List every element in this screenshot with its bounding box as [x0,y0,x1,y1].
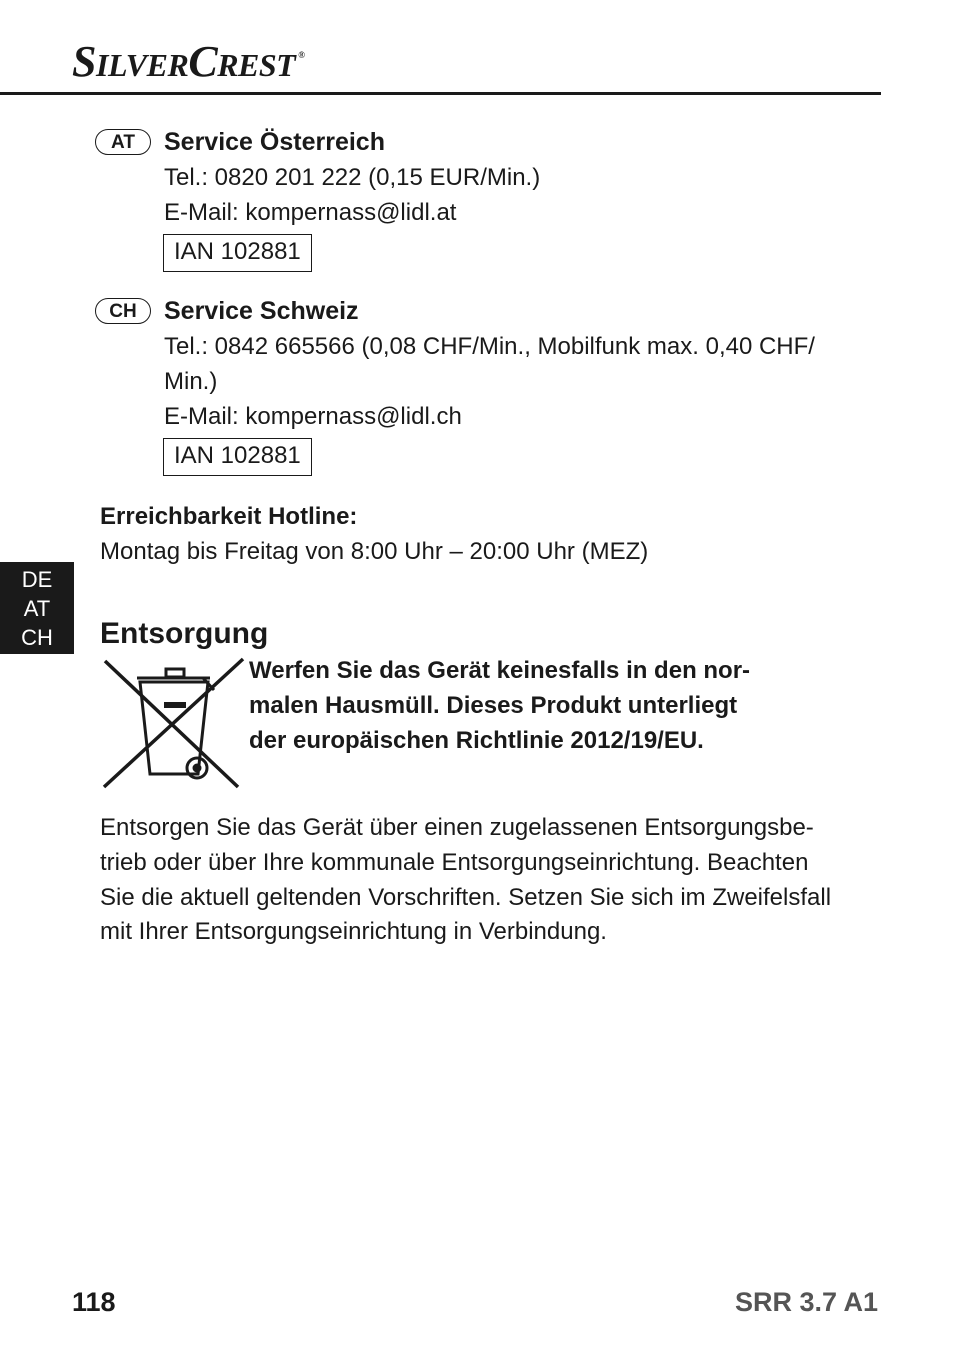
service-ch-phone-line1: Tel.: 0842 665566 (0,08 CHF/Min., Mobilfunk max. 0,40 CHF/ [164,333,815,360]
service-ch-phone-line2: Min.) [164,368,218,395]
side-tab-ch: CH [21,624,53,650]
service-ch-email: E-Mail: kompernass@lidl.ch [164,403,462,430]
service-at-title: Service Österreich [164,128,385,156]
disposal-warning-line-2: malen Hausmüll. Dieses Produkt unterliegt [249,692,738,719]
service-at-email: E-Mail: kompernass@lidl.at [164,199,457,226]
service-ch-ian-box: IAN 102881 [163,438,312,476]
side-tab-at: AT [23,595,51,621]
language-side-tab [0,562,74,654]
service-at-ian-box: IAN 102881 [163,234,312,272]
disposal-warning-line-1: Werfen Sie das Gerät keinesfalls in den nor- [249,657,751,684]
disposal-title: Entsorgung [100,617,269,650]
disposal-body-line-1: Entsorgen Sie das Gerät über einen zugelassenen Entsorgungsbe- [100,814,814,841]
disposal-body-line-4: mit Ihrer Entsorgungseinrichtung in Verbindung. [100,918,607,945]
service-at-phone: Tel.: 0820 201 222 (0,15 EUR/Min.) [164,164,541,191]
header-rule [0,92,881,95]
side-tab-de: DE [21,566,53,592]
crossed-out-wheelie-bin-icon [100,656,246,790]
disposal-body-line-3: Sie die aktuell geltenden Vorschriften. Setzen Sie sich im Zweifelsfall [100,884,832,911]
country-badge-at: AT [95,129,151,155]
brand-logo: S ILVER C REST ® [72,37,305,86]
disposal-warning-line-3: der europäischen Richtlinie 2012/19/EU. [249,727,704,754]
service-ch-title: Service Schweiz [164,297,359,325]
model-number: SRR 3.7 A1 [734,1287,878,1317]
hotline-title: Erreichbarkeit Hotline: [100,503,358,530]
hotline-hours: Montag bis Freitag von 8:00 Uhr – 20:00 Uhr (MEZ) [100,538,649,565]
country-badge-ch: CH [95,298,151,324]
disposal-body-line-2: trieb oder über Ihre kommunale Entsorgungseinrichtung. Beachten [100,849,809,876]
page-number: 118 [72,1287,116,1317]
